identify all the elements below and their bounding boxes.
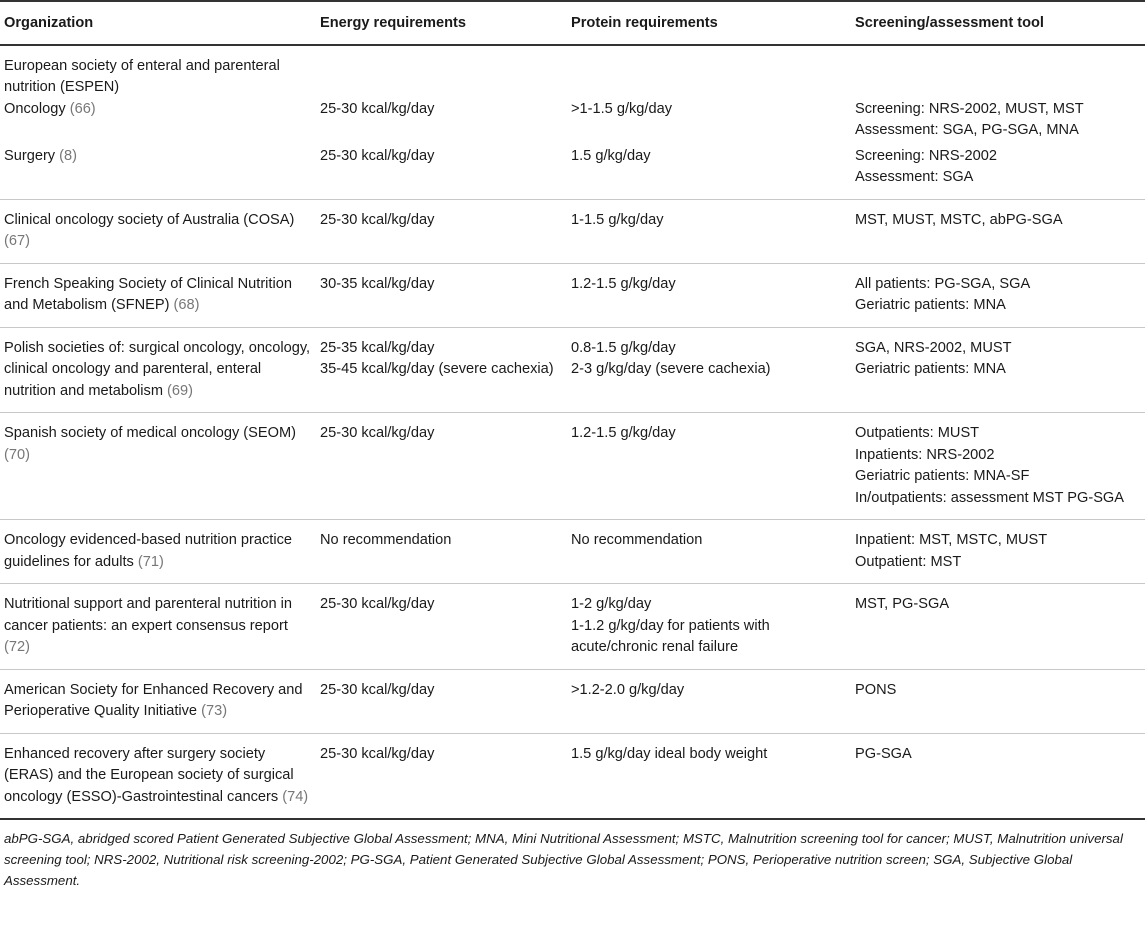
reference-link[interactable]: (8): [59, 147, 77, 164]
organization-name: French Speaking Society of Clinical Nutrition and Metabolism (SFNEP): [4, 275, 292, 313]
organization-name: Oncology evidenced-based nutrition practice guidelines for adults: [4, 532, 292, 570]
tool-value: Screening: NRS-2002: [855, 147, 997, 164]
protein-value: 1-1.2 g/kg/day for patients with acute/chronic renal failure: [571, 617, 770, 655]
cell-organization: [0, 199, 316, 263]
cell-protein: [567, 584, 851, 670]
tool-value: MST, MUST, MSTC, abPG-SGA: [855, 211, 1063, 228]
tool-value: All patients: PG-SGA, SGA: [855, 275, 1031, 292]
tool-value: PG-SGA: [855, 745, 912, 762]
cell-protein: [567, 99, 851, 144]
cell-organization: [0, 733, 316, 819]
cell-tool: [851, 263, 1145, 327]
protein-value: 1.5 g/kg/day: [571, 147, 651, 164]
organization-name: Enhanced recovery after surgery society (ERAS) and the European society of surgical oncology (ESSO)-Gastrointestinal cancers: [4, 745, 294, 805]
cell-tool: [851, 99, 1145, 144]
cell-protein: [567, 199, 851, 263]
cell-energy: [316, 327, 567, 413]
energy-value: 25-30 kcal/kg/day: [320, 745, 435, 762]
energy-value: 25-30 kcal/kg/day: [320, 147, 435, 164]
header-protein: Protein requirements: [567, 1, 851, 45]
cell-protein: [567, 733, 851, 819]
table-row: [0, 327, 1145, 413]
cell-energy: [316, 45, 567, 99]
protein-value: 1.2-1.5 g/kg/day: [571, 275, 676, 292]
organization-name: European society of enteral and parenteral nutrition (ESPEN): [4, 57, 280, 95]
reference-link[interactable]: (66): [69, 100, 96, 117]
cell-organization: [0, 327, 316, 413]
cell-energy: [316, 263, 567, 327]
cell-tool: [851, 413, 1145, 520]
table-row: [0, 99, 1145, 144]
cell-protein: [567, 327, 851, 413]
cell-energy: [316, 413, 567, 520]
cell-protein: [567, 520, 851, 584]
tool-value: Screening: NRS-2002, MUST, MST: [855, 100, 1084, 117]
reference-link[interactable]: (68): [173, 297, 200, 313]
tool-value: Outpatients: MUST: [855, 425, 980, 441]
tool-value: MST, PG-SGA: [855, 596, 950, 612]
cell-tool: [851, 199, 1145, 263]
protein-value: 1-2 g/kg/day: [571, 596, 652, 612]
cell-tool: [851, 733, 1145, 819]
cell-organization: [0, 413, 316, 520]
organization-name: American Society for Enhanced Recovery and Perioperative Quality Initiative: [4, 681, 303, 719]
organization-name: Spanish society of medical oncology (SEOM): [4, 425, 297, 441]
tool-value: SGA, NRS-2002, MUST: [855, 339, 1012, 356]
tool-value: Geriatric patients: MNA: [855, 361, 1006, 377]
cell-protein: [567, 669, 851, 733]
table-row: [0, 45, 1145, 99]
protein-value: >1.2-2.0 g/kg/day: [571, 681, 685, 698]
cell-organization: [0, 669, 316, 733]
table-footnote: abPG-SGA, abridged scored Patient Generated Subjective Global Assessment; MNA, Mini Nutritional Assessment; MSTC, Malnutrition screening tool for cancer; MUST, Malnutrition universal screening tool; NRS-2002, Nutritional risk screening-2002; PG-SGA, Patient Generated Subjective Global Assessment; PONS, Perioperative nutrition screen; SGA, Subjective Global Assessment.: [4, 831, 1123, 888]
reference-link[interactable]: (71): [137, 553, 164, 570]
organization-name: Oncology: [4, 100, 70, 117]
protein-value: 1.2-1.5 g/kg/day: [571, 425, 676, 441]
cell-organization: [0, 520, 316, 584]
energy-value: No recommendation: [320, 532, 452, 548]
cell-energy: [316, 99, 567, 144]
tool-value: Assessment: SGA, PG-SGA, MNA: [855, 122, 1079, 138]
cell-energy: [316, 584, 567, 670]
protein-value: 0.8-1.5 g/kg/day: [571, 339, 676, 356]
tool-value: Geriatric patients: MNA: [855, 297, 1006, 313]
reference-link[interactable]: (69): [167, 382, 193, 399]
cell-energy: [316, 520, 567, 584]
protein-value: >1-1.5 g/kg/day: [571, 100, 673, 117]
energy-value: 25-30 kcal/kg/day: [320, 596, 435, 612]
cell-protein: [567, 45, 851, 99]
organization-name: Surgery: [4, 147, 60, 164]
cell-energy: [316, 669, 567, 733]
cell-organization: [0, 584, 316, 670]
organization-name: Polish societies of: surgical oncology, oncology, clinical oncology and parenteral, enteral nutrition and metabolism: [4, 339, 311, 399]
organization-name: Nutritional support and parenteral nutrition in cancer patients: an expert consensus report: [4, 596, 292, 634]
tool-value: Assessment: SGA: [855, 169, 974, 185]
reference-link[interactable]: (70): [4, 446, 30, 463]
cell-tool: [851, 327, 1145, 413]
energy-value: 25-30 kcal/kg/day: [320, 100, 435, 117]
cell-organization: [0, 263, 316, 327]
cell-energy: [316, 199, 567, 263]
header-row: [0, 1, 1145, 45]
table-row: [0, 144, 1145, 200]
table-row: [0, 520, 1145, 584]
energy-value: 30-35 kcal/kg/day: [320, 275, 435, 292]
reference-link[interactable]: (67): [4, 233, 30, 249]
energy-value: 25-30 kcal/kg/day: [320, 211, 435, 228]
protein-value: 2-3 g/kg/day (severe cachexia): [571, 361, 771, 377]
tool-value: Inpatient: MST, MSTC, MUST: [855, 532, 1048, 548]
table-row: [0, 669, 1145, 733]
tool-value: Geriatric patients: MNA-SF: [855, 468, 1030, 484]
cell-organization: [0, 144, 316, 200]
tool-value: In/outpatients: assessment MST PG-SGA: [855, 489, 1125, 506]
table-row: [0, 584, 1145, 670]
cell-tool: [851, 584, 1145, 670]
cell-protein: [567, 413, 851, 520]
protein-value: No recommendation: [571, 532, 703, 548]
tool-value: Outpatient: MST: [855, 553, 962, 570]
energy-value: 25-35 kcal/kg/day: [320, 339, 435, 356]
energy-value: 25-30 kcal/kg/day: [320, 425, 435, 441]
reference-link[interactable]: (72): [4, 639, 30, 655]
header-organization: Organization: [0, 1, 316, 45]
cell-tool: [851, 144, 1145, 200]
header-energy: Energy requirements: [316, 1, 567, 45]
cell-organization: [0, 99, 316, 144]
tool-value: Inpatients: NRS-2002: [855, 446, 995, 463]
table-row: [0, 413, 1145, 520]
protein-value: 1-1.5 g/kg/day: [571, 211, 664, 228]
cell-energy: [316, 733, 567, 819]
header-tool: Screening/assessment tool: [851, 1, 1145, 45]
cell-tool: [851, 669, 1145, 733]
energy-value: 35-45 kcal/kg/day (severe cachexia): [320, 361, 554, 377]
cell-tool: [851, 45, 1145, 99]
tool-value: PONS: [855, 681, 897, 698]
table-body: [0, 45, 1145, 820]
cell-protein: [567, 144, 851, 200]
organization-name: Clinical oncology society of Australia (COSA): [4, 211, 295, 228]
energy-value: 25-30 kcal/kg/day: [320, 681, 435, 698]
cell-tool: [851, 520, 1145, 584]
cell-energy: [316, 144, 567, 200]
table-row: [0, 199, 1145, 263]
reference-link[interactable]: (73): [201, 703, 228, 719]
cell-protein: [567, 263, 851, 327]
cell-organization: [0, 45, 316, 99]
table-row: [0, 733, 1145, 819]
table-row: [0, 263, 1145, 327]
protein-value: 1.5 g/kg/day ideal body weight: [571, 745, 768, 762]
reference-link[interactable]: (74): [282, 788, 309, 805]
